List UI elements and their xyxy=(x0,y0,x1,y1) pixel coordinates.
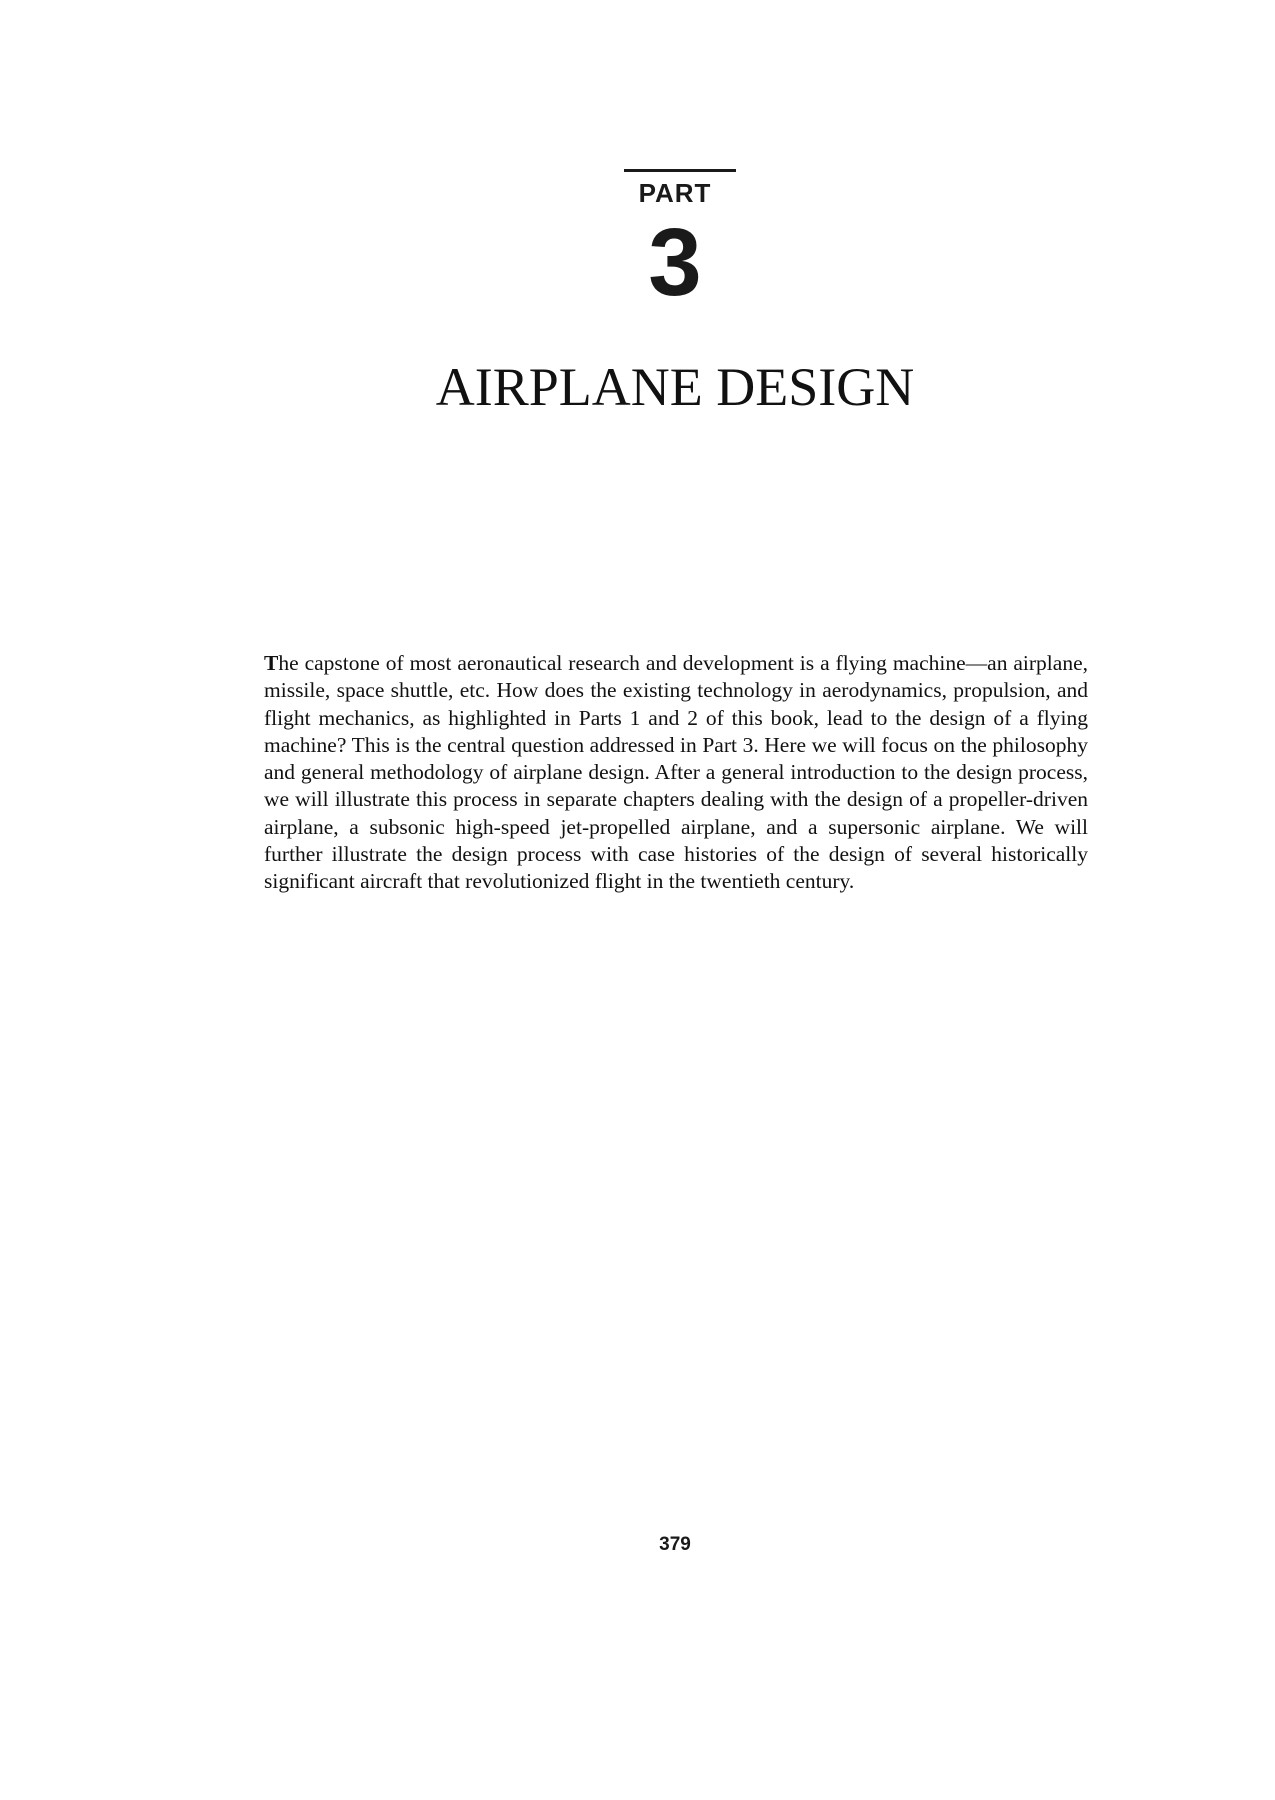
part-number: 3 xyxy=(648,209,702,316)
intro-paragraph xyxy=(264,650,1088,896)
part-rule xyxy=(624,169,736,172)
intro-text: he capstone of most aeronautical research and development is a flying machine—an airplane, missile, space shuttle, etc. How does the existing technology in aerodynamics, propulsion, and flight mechanics, as highlighted in Parts 1 and 2 of this book, lead to the design of a flying machine? This is the central question addressed in Part 3. Here we will focus on the philosophy and general methodology of airplane design. After a general introduction to the design process, we will illustrate this process in separate chapters dealing with the design of a propeller-driven airplane, a subsonic high-speed jet-propelled airplane, and a supersonic airplane. We will further illustrate the design process with case histories of the design of several historically significant aircraft that revolutionized flight in the twentieth century. xyxy=(264,651,1088,894)
part-title: AIRPLANE DESIGN xyxy=(435,357,915,417)
page-number: 379 xyxy=(659,1534,691,1555)
intro-drop-letter: T xyxy=(264,651,279,675)
part-label: PART xyxy=(638,178,712,208)
